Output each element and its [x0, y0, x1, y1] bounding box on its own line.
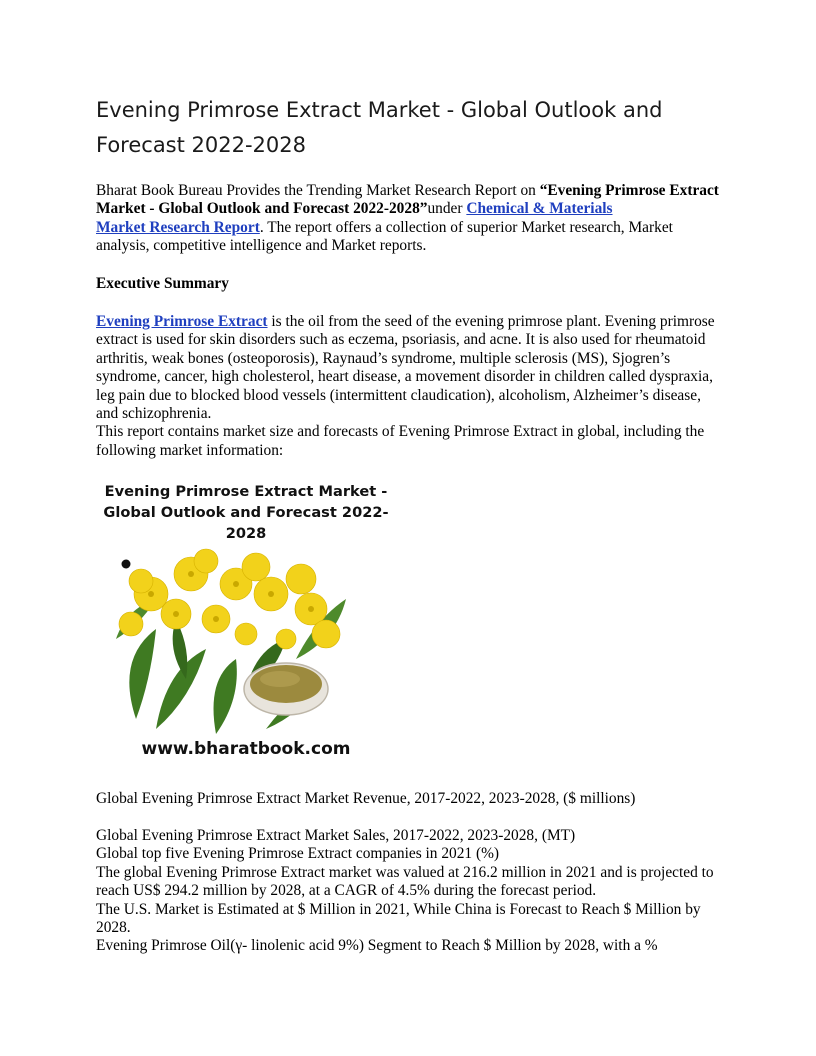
intro-under: under [427, 200, 467, 218]
figure-url: www.bharatbook.com [141, 739, 351, 759]
powder-dish [244, 663, 328, 715]
intro-lead: Bharat Book Bureau Provides the Trending Market Research Report on [96, 182, 540, 199]
detail-line: Global top five Evening Primrose Extract companies in 2021 (%) [96, 845, 500, 863]
report-figure [96, 481, 396, 771]
page-title: Evening Primrose Extract Market - Global Outlook and Forecast 2022-2028 [96, 98, 663, 157]
primrose-image [96, 539, 396, 739]
detail-line: The U.S. Market is Estimated at $ Million in 2021, While China is Forecast to Reach $ Million by 2028. [96, 900, 701, 937]
executive-summary-heading [96, 275, 720, 293]
chemical-materials-link[interactable]: Chemical & Materials [466, 200, 613, 218]
detail-line: Evening Primrose Oil(γ- linolenic acid 9%) Segment to Reach $ Million by 2028, with a % [96, 937, 658, 955]
revenue-line: Global Evening Primrose Extract Market Revenue, 2017-2022, 2023-2028, ($ millions) [96, 790, 636, 807]
summary-line2: This report contains market size and forecasts of Evening Primrose Extract in global, including the following market information: [96, 423, 705, 459]
detail-line: The global Evening Primrose Extract market was valued at 216.2 million in 2021 and is projected to reach US$ 294.2 million by 2028, at a CAGR of 4.5% during the forecast period. [96, 863, 714, 900]
report-name: “Evening Primrose Extract Market - Global Outlook and Forecast 2022-2028” [96, 182, 719, 218]
intro-after-link: . The report offers a collection of superior Market research, Market analysis, competitive intelligence and Market reports. [96, 218, 673, 255]
summary-text: is the oil from the seed of the evening primrose plant. Evening primrose extract is used for skin disorders such as eczema, psoriasis, and acne. It is also used for rheumatoid arthritis, weak bones (osteoporosis), Raynaud’s syndrome, multiple sclerosis (MS), Sjogren’s syndrome, cancer, high cholesterol, heart disease, a movement disorder in children called dyspraxia, leg pain due to blocked blood vessels (intermittent claudication), alcoholism, Alzheimer’s disease, and schizophrenia. [96, 313, 715, 423]
detail-line: Global Evening Primrose Extract Market Sales, 2017-2022, 2023-2028, (MT) [96, 827, 576, 844]
intro-paragraph [96, 182, 720, 256]
evening-primrose-extract-link[interactable]: Evening Primrose Extract [96, 313, 268, 330]
summary-paragraph [96, 313, 720, 460]
market-research-report-link[interactable]: Market Research Report [96, 218, 260, 236]
details-paragraph [96, 827, 720, 956]
executive-summary-heading-text: Executive Summary [96, 275, 229, 292]
bullet-dot [122, 560, 131, 569]
figure-title: Evening Primrose Extract Market - Global Outlook and Forecast 2022-2028 [103, 483, 389, 542]
